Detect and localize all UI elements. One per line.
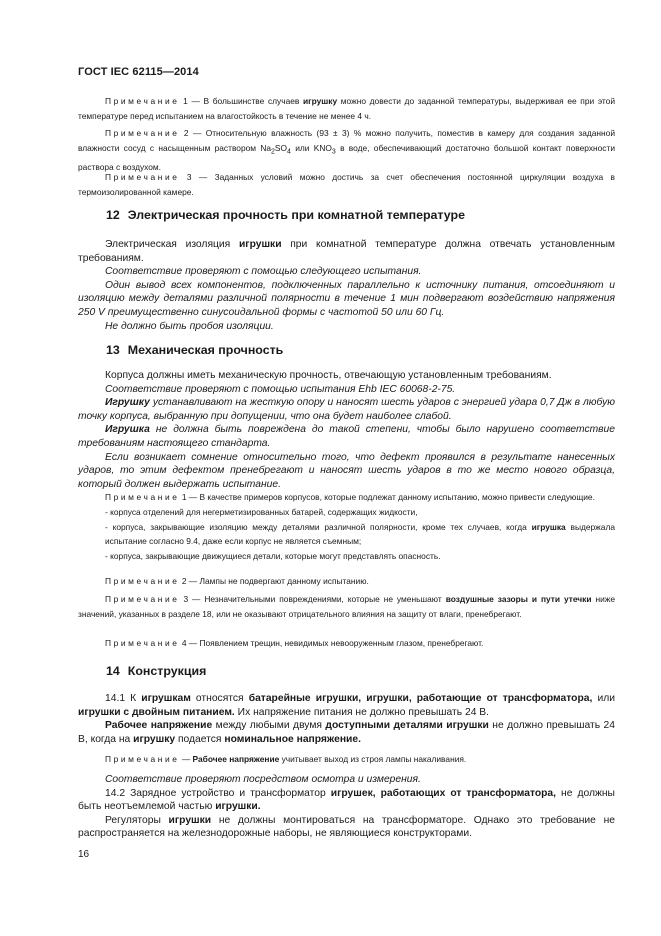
section-13-note-4: Примечание 4 — Появлением трещин, невидимых невооруженным глазом, пренебрегают. — [105, 638, 484, 648]
section-12-heading: 12 Электрическая прочность при комнатной температуре — [106, 208, 465, 222]
page-number: 16 — [78, 849, 90, 860]
section-14-note: Примечание — Рабочее напряжение учитывает выход из строя лампы накаливания. — [105, 754, 467, 764]
section-12-body: Электрическая изоляция игрушки при комнатной температуре должна отвечать установленным требованиям. Соответствие проверяют с помощью следующего испытания. Один вывод всех компонентов, подключенных параллельно к источнику питания, отсоединяют и изоляцию между деталями различной полярности в течение 1 мин подвергают воздействию напряжения 250 V преимущественно синусоидальной формы с частотой 50 или 60 Гц. Не должно быть пробоя изоляции. — [78, 239, 615, 332]
section-13-body: Корпуса должны иметь механическую прочность, отвечающую установленным требованиям. Соответствие проверяют с помощью испытания Ehb IEC 60068-2-75. Игрушку устанавливают на жесткую опору и наносят шесть ударов с энергией удара 0,7 Дж в любую точку корпуса, выбранную при допущении, что она будет наиболее слабой. Игрушка не должна быть повреждена до такой степени, чтобы было нарушено соответствие требованиям настоящего стандарта. Если возникает сомнение относительно того, что дефект проявился в результате нанесенных ударов, то этим дефектом пренебрегают и наносят шесть ударов в то же место нового образца, который должен выдержать испытание. — [78, 370, 615, 490]
note-1: Примечание 1 — В большинстве случаев игрушку можно довести до заданной температуры, выдерживая ее при этой температуре перед испытанием на влагостойкость в течение не менее 4 ч. — [78, 96, 615, 121]
document-header: ГОСТ IEC 62115—2014 — [78, 66, 199, 78]
section-13-notes: Примечание 1 — В качестве примеров корпусов, которые подлежат данному испытанию, можно привести следующие. - корпуса отделений для негерметизированных батарей, содержащих жидкости, - корпуса, закрывающие изоляцию между деталями различной полярности, кроме тех случаев, когда игрушка выдержала испытание согласно 9.4, даже если корпус не является съемным; - корпуса, закрывающие движущиеся детали, которые могут представлять опасность. — [105, 492, 615, 562]
section-14-body-2: Соответствие проверяют посредством осмотра и измерения. 14.2 Зарядное устройство и трансформатор игрушек, работающих от трансформатора, не должны быть неотъемлемой частью игрушки. Регуляторы игрушки не должны монтироваться на трансформаторе. Однако это требование не распространяется на железнодорожные наборы, не являющиеся конструкторами. — [78, 774, 615, 840]
note-2: Примечание 2 — Относительную влажность (93 ± 3) % можно получить, поместив в камеру для создания заданной влажности сосуд с насыщенным раствором $Na_2SO_4$ или $KNO_3$ в воде, обеспечивающий достаточно большой контакт поверхности раствора с воздухом. — [78, 128, 615, 173]
note-3: Примечание 3 — Заданных условий можно достичь за счет обеспечения постоянной циркуляции воздуха в термоизолированной камере. — [78, 172, 616, 197]
section-14-heading: 14 Конструкция — [106, 664, 207, 678]
section-13-note-2: Примечание 2 — Лампы не подвергают данному испытанию. — [105, 576, 369, 586]
section-14-body-1: 14.1 К игрушкам относятся батарейные игрушки, игрушки, работающие от трансформатора, или игрушки с двойным питанием. Их напряжение питания не должно превышать 24 В. Рабочее напряжение между любыми двумя доступными деталями игрушки не должно превышать 24 В, когда на игрушку подается номинальное напряжение. — [78, 693, 615, 745]
section-13-heading: 13 Механическая прочность — [106, 343, 284, 357]
section-13-note-3: Примечание 3 — Незначительными повреждениями, которые не уменьшают воздушные зазоры и пути утечки ниже значений, указанных в разделе 18, или не оказывают отрицательного влияния на защиту от влаги, пренебрегают. — [78, 594, 616, 619]
